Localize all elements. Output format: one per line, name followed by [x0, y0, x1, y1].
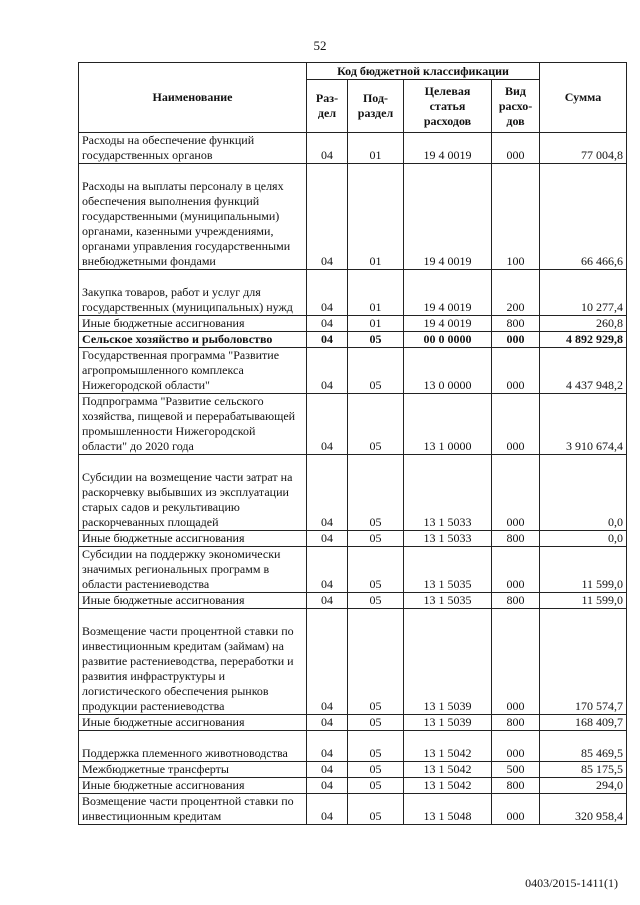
cell-sum: 0,0 — [540, 531, 627, 547]
cell-section: 04 — [307, 164, 348, 270]
table-row — [79, 593, 627, 609]
cell-sum: 11 599,0 — [540, 547, 627, 593]
cell-target: 13 1 5035 — [404, 547, 492, 593]
table-row — [79, 455, 627, 531]
cell-sum: 85 175,5 — [540, 762, 627, 778]
cell-subsection: 05 — [348, 348, 404, 394]
cell-name: Субсидии на поддержку экономически значимых региональных программ в области растениеводства — [79, 547, 307, 593]
cell-target: 19 4 0019 — [404, 164, 492, 270]
cell-name: Расходы на обеспечение функций государственных органов — [79, 133, 307, 164]
cell-subsection: 05 — [348, 715, 404, 731]
cell-type: 000 — [492, 348, 540, 394]
table-row — [79, 715, 627, 731]
cell-subsection: 05 — [348, 332, 404, 348]
table-row — [79, 394, 627, 455]
header-name: Наименование — [79, 63, 307, 133]
cell-sum: 66 466,6 — [540, 164, 627, 270]
cell-type: 800 — [492, 715, 540, 731]
cell-section: 04 — [307, 348, 348, 394]
table-row — [79, 794, 627, 825]
cell-target: 13 1 5035 — [404, 593, 492, 609]
cell-name: Сельское хозяйство и рыболовство — [79, 332, 307, 348]
cell-sum: 85 469,5 — [540, 731, 627, 762]
cell-sum: 0,0 — [540, 455, 627, 531]
table-row — [79, 348, 627, 394]
cell-section: 04 — [307, 593, 348, 609]
cell-section: 04 — [307, 133, 348, 164]
cell-section: 04 — [307, 778, 348, 794]
header-type: Вид расхо-дов — [492, 80, 540, 133]
cell-type: 000 — [492, 332, 540, 348]
cell-subsection: 01 — [348, 164, 404, 270]
cell-sum: 168 409,7 — [540, 715, 627, 731]
cell-name: Государственная программа "Развитие агропромышленного комплекса Нижегородской области" — [79, 348, 307, 394]
cell-section: 04 — [307, 547, 348, 593]
cell-type: 000 — [492, 547, 540, 593]
cell-name: Иные бюджетные ассигнования — [79, 531, 307, 547]
cell-name: Иные бюджетные ассигнования — [79, 593, 307, 609]
cell-target: 13 1 5042 — [404, 731, 492, 762]
cell-type: 100 — [492, 164, 540, 270]
cell-type: 000 — [492, 394, 540, 455]
cell-sum: 11 599,0 — [540, 593, 627, 609]
cell-section: 04 — [307, 731, 348, 762]
cell-type: 200 — [492, 270, 540, 316]
cell-target: 00 0 0000 — [404, 332, 492, 348]
cell-section: 04 — [307, 332, 348, 348]
cell-subsection: 01 — [348, 270, 404, 316]
cell-name: Иные бюджетные ассигнования — [79, 778, 307, 794]
cell-sum: 294,0 — [540, 778, 627, 794]
cell-target: 13 1 5048 — [404, 794, 492, 825]
cell-sum: 3 910 674,4 — [540, 394, 627, 455]
table-body — [79, 133, 627, 825]
cell-name: Расходы на выплаты персоналу в целях обеспечения выполнения функций государственными (муниципальными) органами, казенными учреждениями, органами управления государственными внебюджетными фондами — [79, 164, 307, 270]
cell-name: Субсидии на возмещение части затрат на раскорчевку выбывших из эксплуатации старых садов и рекультивацию раскорчеванных площадей — [79, 455, 307, 531]
cell-type: 500 — [492, 762, 540, 778]
header-section: Раз-дел — [307, 80, 348, 133]
cell-sum: 320 958,4 — [540, 794, 627, 825]
table-row — [79, 609, 627, 715]
cell-target: 13 1 5039 — [404, 715, 492, 731]
cell-name: Межбюджетные трансферты — [79, 762, 307, 778]
page-number: 52 — [313, 38, 327, 53]
cell-sum: 260,8 — [540, 316, 627, 332]
cell-section: 04 — [307, 531, 348, 547]
budget-table — [78, 62, 627, 825]
header-target: Целевая статья расходов — [404, 80, 492, 133]
cell-subsection: 05 — [348, 778, 404, 794]
table-row — [79, 531, 627, 547]
cell-name: Возмещение части процентной ставки по инвестиционным кредитам (займам) на развитие растениеводства, переработки и развития инфраструктуры и логистического обеспечения рынков продукции растениеводства — [79, 609, 307, 715]
cell-section: 04 — [307, 762, 348, 778]
cell-subsection: 01 — [348, 133, 404, 164]
cell-subsection: 01 — [348, 316, 404, 332]
cell-subsection: 05 — [348, 609, 404, 715]
cell-target: 13 0 0000 — [404, 348, 492, 394]
cell-name: Возмещение части процентной ставки по инвестиционным кредитам — [79, 794, 307, 825]
cell-sum: 4 892 929,8 — [540, 332, 627, 348]
cell-sum: 77 004,8 — [540, 133, 627, 164]
cell-target: 13 1 0000 — [404, 394, 492, 455]
header-sum: Сумма — [540, 63, 627, 133]
cell-name: Закупка товаров, работ и услуг для государственных (муниципальных) нужд — [79, 270, 307, 316]
cell-target: 13 1 5042 — [404, 778, 492, 794]
cell-type: 800 — [492, 778, 540, 794]
cell-subsection: 05 — [348, 593, 404, 609]
cell-sum: 4 437 948,2 — [540, 348, 627, 394]
cell-target: 19 4 0019 — [404, 316, 492, 332]
cell-subsection: 05 — [348, 794, 404, 825]
table-row — [79, 164, 627, 270]
table-header — [79, 63, 627, 133]
cell-target: 13 1 5042 — [404, 762, 492, 778]
cell-name: Иные бюджетные ассигнования — [79, 316, 307, 332]
cell-target: 13 1 5033 — [404, 455, 492, 531]
table-row — [79, 762, 627, 778]
table-row — [79, 332, 627, 348]
table-row — [79, 547, 627, 593]
cell-type: 800 — [492, 316, 540, 332]
cell-type: 000 — [492, 794, 540, 825]
table-row — [79, 731, 627, 762]
cell-section: 04 — [307, 609, 348, 715]
cell-section: 04 — [307, 455, 348, 531]
table-row — [79, 133, 627, 164]
header-code-group: Код бюджетной классификации — [307, 63, 540, 80]
cell-name: Поддержка племенного животноводства — [79, 731, 307, 762]
cell-target: 13 1 5039 — [404, 609, 492, 715]
cell-sum: 10 277,4 — [540, 270, 627, 316]
document-code: 0403/2015-1411(1) — [525, 876, 618, 890]
cell-subsection: 05 — [348, 762, 404, 778]
cell-subsection: 05 — [348, 547, 404, 593]
cell-type: 000 — [492, 731, 540, 762]
cell-subsection: 05 — [348, 455, 404, 531]
cell-section: 04 — [307, 794, 348, 825]
cell-subsection: 05 — [348, 531, 404, 547]
cell-section: 04 — [307, 316, 348, 332]
header-subsection: Под-раздел — [348, 80, 404, 133]
cell-type: 800 — [492, 531, 540, 547]
cell-target: 13 1 5033 — [404, 531, 492, 547]
cell-section: 04 — [307, 270, 348, 316]
table-row — [79, 778, 627, 794]
cell-name: Подпрограмма "Развитие сельского хозяйства, пищевой и перерабатывающей промышленности Нижегородской области" до 2020 года — [79, 394, 307, 455]
cell-target: 19 4 0019 — [404, 133, 492, 164]
cell-type: 000 — [492, 133, 540, 164]
cell-target: 19 4 0019 — [404, 270, 492, 316]
cell-type: 800 — [492, 593, 540, 609]
table-row — [79, 270, 627, 316]
table-row — [79, 316, 627, 332]
cell-section: 04 — [307, 715, 348, 731]
cell-type: 000 — [492, 609, 540, 715]
cell-subsection: 05 — [348, 394, 404, 455]
cell-name: Иные бюджетные ассигнования — [79, 715, 307, 731]
cell-subsection: 05 — [348, 731, 404, 762]
cell-type: 000 — [492, 455, 540, 531]
cell-sum: 170 574,7 — [540, 609, 627, 715]
cell-section: 04 — [307, 394, 348, 455]
